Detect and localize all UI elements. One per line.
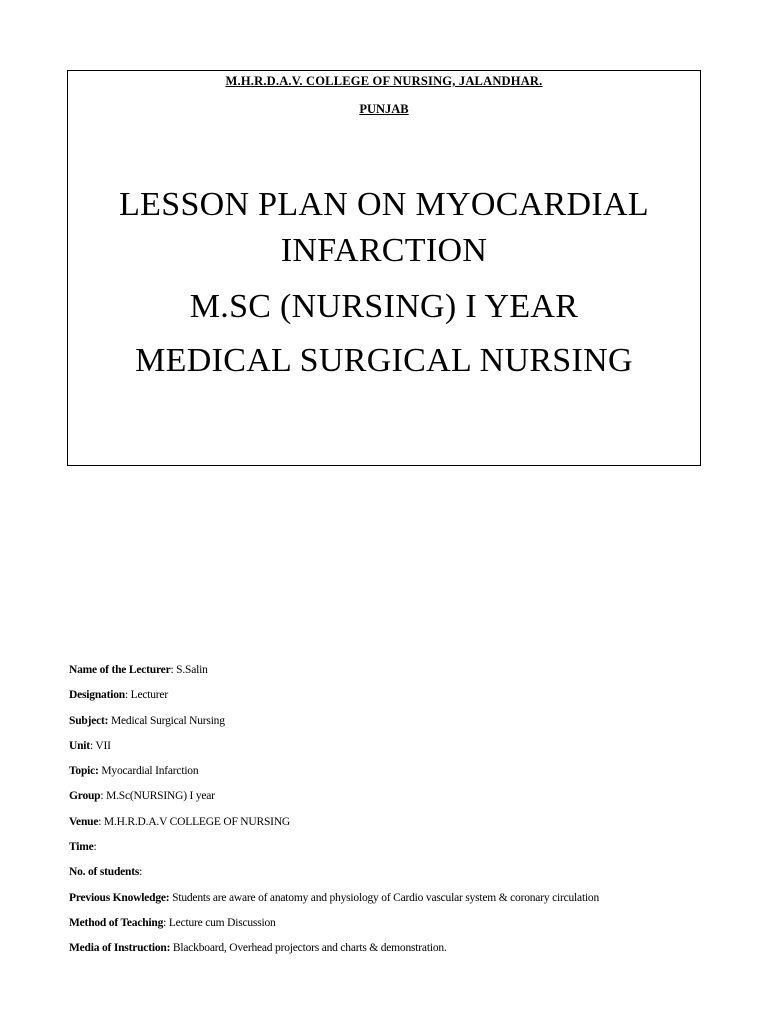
title-line-3: M.SC (NURSING) I YEAR — [189, 288, 579, 325]
detail-separator: : — [93, 841, 97, 854]
lesson-details — [69, 662, 599, 966]
detail-students — [69, 864, 599, 889]
detail-value: Medical Surgical Nursing — [110, 714, 225, 727]
detail-label: Media of Instruction: — [69, 942, 171, 955]
detail-unit — [69, 738, 599, 763]
detail-label: Topic: — [69, 765, 99, 778]
detail-media — [69, 940, 599, 965]
detail-previous-knowledge — [69, 890, 599, 915]
title-box — [67, 70, 701, 466]
detail-label: Group — [69, 790, 101, 803]
detail-value: M.H.R.D.A.V COLLEGE OF NURSING — [103, 815, 291, 828]
detail-value: Lecturer — [130, 689, 168, 702]
detail-subject — [69, 713, 599, 738]
detail-label: Time — [69, 841, 94, 854]
title-line-1: LESSON PLAN ON MYOCARDIAL — [119, 186, 649, 223]
detail-value: S.Salin — [176, 664, 208, 676]
detail-lecturer — [69, 662, 599, 687]
detail-value: Blackboard, Overhead projectors and charts & demonstration. — [172, 942, 447, 955]
detail-designation — [69, 687, 599, 712]
detail-separator: : — [170, 664, 177, 676]
college-name: M.H.R.D.A.V. COLLEGE OF NURSING, JALANDHAR. — [225, 74, 543, 88]
detail-value: Lecture cum Discussion — [168, 916, 276, 929]
detail-separator: : — [124, 689, 131, 702]
detail-value: VII — [95, 739, 111, 752]
detail-separator: : — [163, 916, 169, 929]
state-name: PUNJAB — [359, 102, 409, 116]
detail-time — [69, 839, 599, 864]
detail-separator: : — [89, 739, 96, 752]
detail-label: Unit — [69, 739, 90, 752]
detail-label: Previous Knowledge: — [69, 891, 170, 904]
detail-value: M.Sc(NURSING) I year — [106, 790, 215, 803]
detail-value: Students are aware of anatomy and physiology of Cardio vascular system & coronary circulation — [172, 891, 600, 904]
title-line-2: INFARCTION — [280, 232, 488, 269]
detail-method — [69, 915, 599, 940]
detail-label: Venue — [69, 815, 99, 828]
detail-label: Name of the Lecturer — [69, 664, 171, 676]
detail-label: Method of Teaching — [69, 916, 164, 929]
detail-value: Myocardial Infarction — [101, 765, 199, 778]
detail-separator: : — [100, 790, 107, 803]
detail-group — [69, 788, 599, 813]
detail-label: Subject: — [69, 714, 109, 727]
detail-separator: : — [139, 866, 143, 879]
title-line-4: MEDICAL SURGICAL NURSING — [135, 342, 633, 379]
detail-label: No. of students — [69, 866, 140, 879]
detail-venue — [69, 814, 599, 839]
detail-topic — [69, 763, 599, 788]
detail-separator: : — [98, 815, 104, 828]
detail-label: Designation — [69, 689, 125, 702]
